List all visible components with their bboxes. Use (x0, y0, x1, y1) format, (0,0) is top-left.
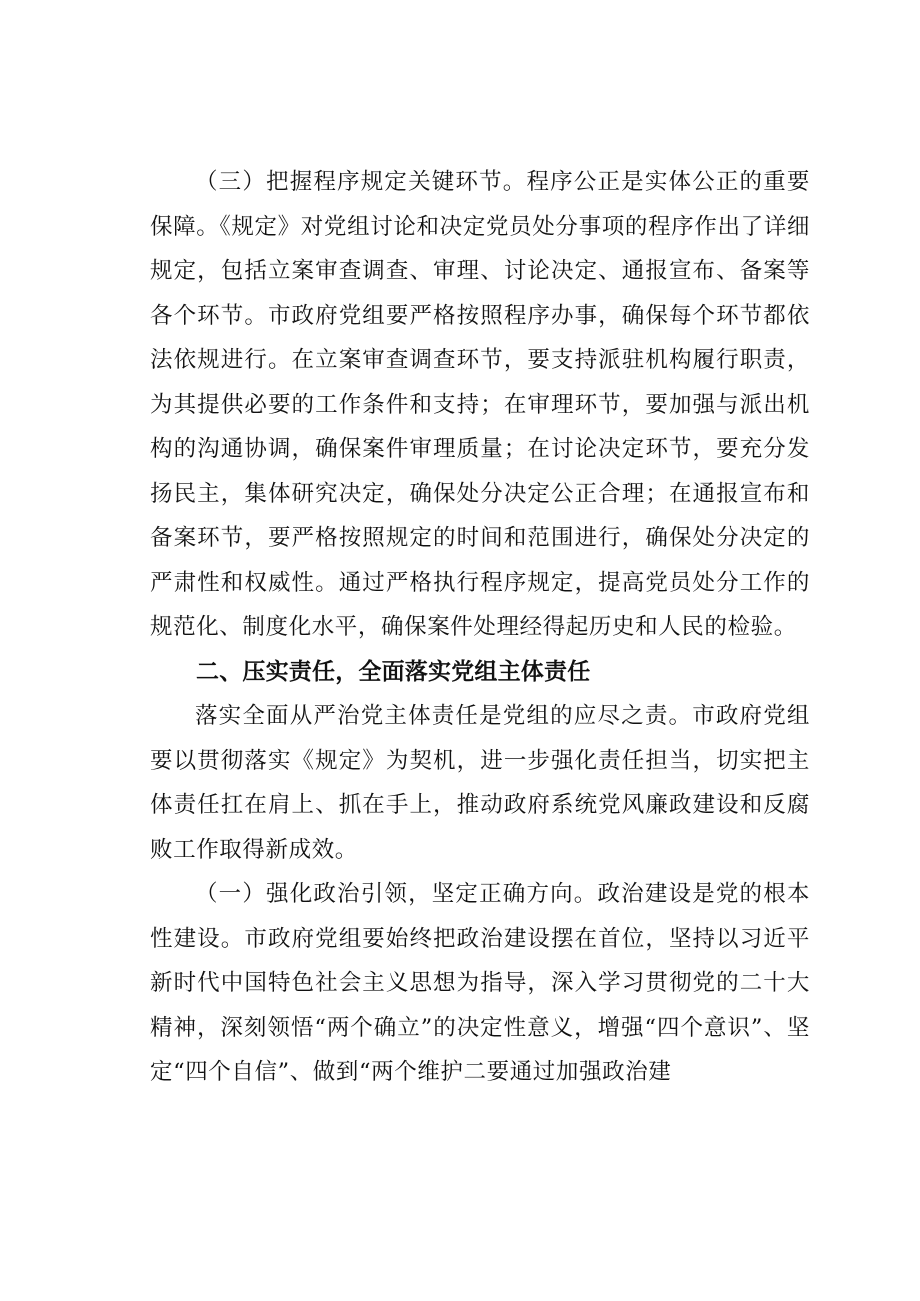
section-heading: 二、压实责任，全面落实党组主体责任 (196, 658, 591, 685)
paragraph-main-responsibility: 落实全面从严治党主体责任是党组的应尽之责。市政府党组要以贯彻落实《规定》为契机，进一步强化责任担当，切实把主体责任扛在肩上、抓在手上，推动政府系统党风廉政建设和反腐败工作取得新成效。 (150, 703, 810, 863)
paragraph-political-guidance: （一）强化政治引领，坚定正确方向。政治建设是党的根本性建设。市政府党组要始终把政治建设摆在首位，坚持以习近平新时代中国特色社会主义思想为指导，深入学习贯彻党的二十大精神，深刻领悟“两个确立”的决定性意义，增强“四个意识”、坚定“四个自信”、做到“两个维护二要通过加强政治建 (150, 881, 810, 1085)
paragraph-procedure-rules: （三）把握程序规定关键环节。程序公正是实体公正的重要保障。《规定》对党组讨论和决定党员处分事项的程序作出了详细规定，包括立案审查调查、审理、讨论决定、通报宣布、备案等各个环节。市政府党组要严格按照程序办事，确保每个环节都依法依规进行。在立案审查调查环节，要支持派驻机构履行职责，为其提供必要的工作条件和支持；在审理环节，要加强与派出机构的沟通协调，确保案件审理质量；在讨论决定环节，要充分发扬民主，集体研究决定，确保处分决定公正合理；在通报宣布和备案环节，要严格按照规定的时间和范围进行，确保处分决定的严肃性和权威性。通过严格执行程序规定，提高党员处分工作的规范化、制度化水平，确保案件处理经得起历史和人民的检验。 (150, 169, 810, 640)
document-body (150, 160, 810, 1095)
